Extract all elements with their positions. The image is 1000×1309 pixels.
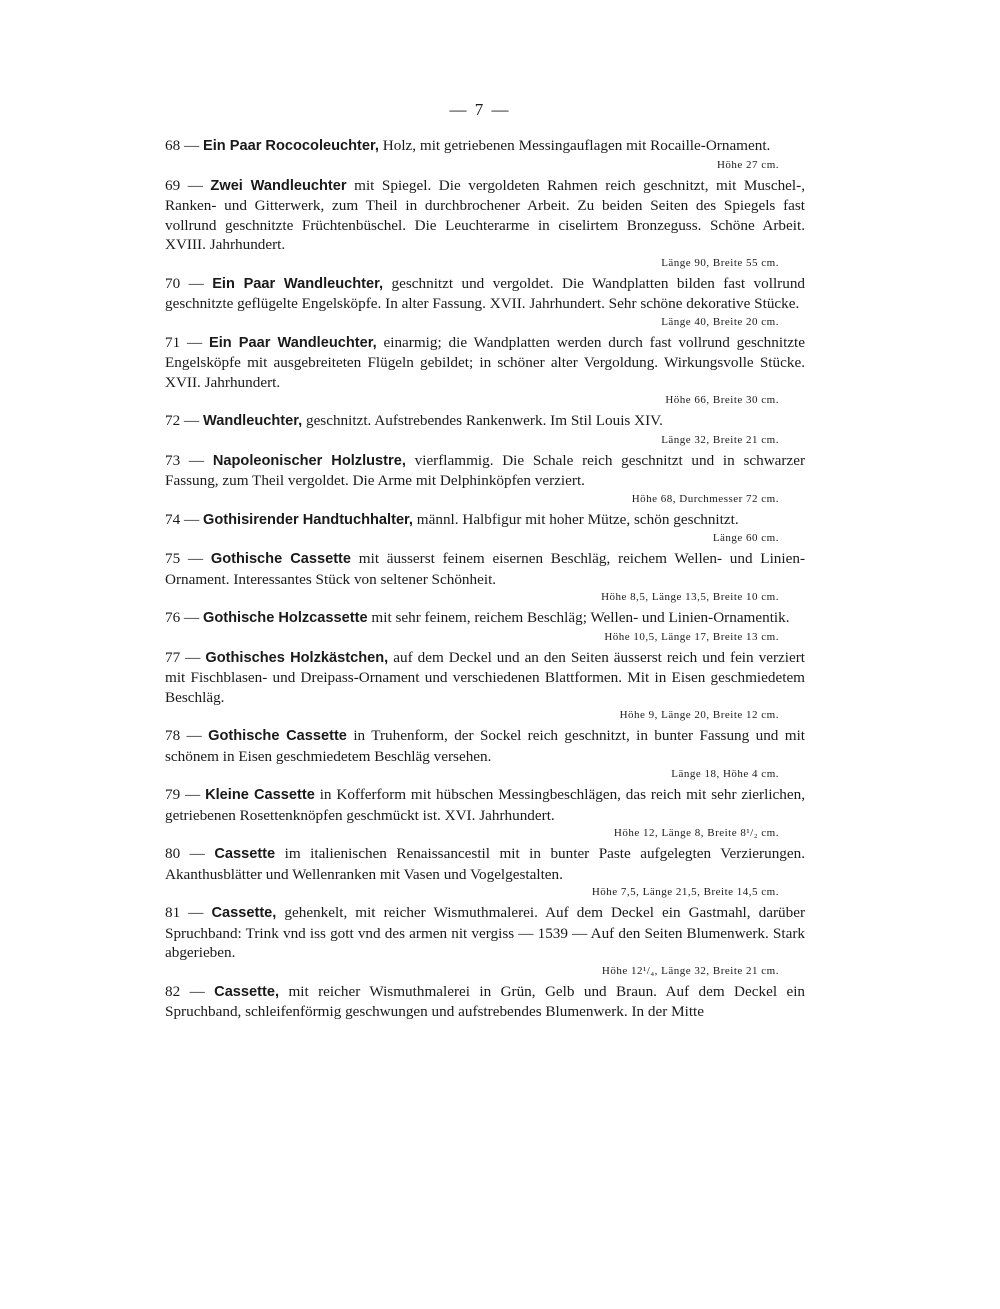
catalog-entry: 82 — Cassette, mit reicher Wismuthmalerei in Grün, Gelb und Braun. Auf dem Deckel ein Spruchband, schleifenförmig geschwungen und aufstrebendes Blumenwerk. In der Mitte bbox=[165, 982, 806, 1020]
entry-description: geschnitzt. Aufstrebendes Rankenwerk. Im Stil Louis XIV. bbox=[305, 412, 663, 429]
entry-number: 72 bbox=[165, 412, 181, 429]
entry-title: Wandleuchter, bbox=[202, 413, 303, 429]
entry-number: 81 bbox=[165, 904, 181, 921]
entry-number: 78 bbox=[165, 727, 181, 744]
entry-title: Gothisches Holzkästchen, bbox=[205, 649, 389, 666]
entry-number: 79 bbox=[165, 786, 181, 803]
catalog-entry: 74 — Gothisirender Handtuchhalter, männl. Halbfigur mit hoher Mütze, schön geschnitzt. Länge 60 cm. bbox=[165, 510, 805, 547]
catalog-entry: 81 — Cassette, gehenkelt, mit reicher Wismuthmalerei. Auf dem Deckel ein Gastmahl, darüber Spruchband: Trink vnd iss gott vnd des armen nit vergiss — 1539 — Auf den Seiten Blumenwerk. Stark abgerieben. Höhe 12¹/₄, Länge 32, Breite 21 cm. bbox=[165, 904, 805, 977]
entry-title: Cassette bbox=[214, 846, 276, 862]
catalog-entry: 68 — Ein Paar Rococoleuchter, Holz, mit getriebenen Messingauflagen mit Rocaille-Ornament. Höhe 27 cm. bbox=[165, 136, 805, 173]
entry-title: Kleine Cassette bbox=[205, 787, 315, 803]
entry-title: Ein Paar Wandleuchter, bbox=[209, 334, 377, 351]
catalog-entry: 75 — Gothische Cassette mit äusserst feinem eisernen Beschläg, reichem Wellen- und Linien-Ornament. Interessantes Stück von seltener Schönheit. Höhe 8,5, Länge 13,5, Breite 10 cm. bbox=[165, 550, 806, 603]
entry-description: Holz, mit getriebenen Messingauflagen mit Rocaille-Ornament. bbox=[382, 137, 771, 154]
entry-title: Cassette, bbox=[214, 983, 280, 1000]
entry-dimensions: Höhe 9, Länge 20, Breite 12 cm. bbox=[619, 709, 779, 721]
entry-number: 74 bbox=[165, 510, 181, 528]
entry-description: mit äusserst feinem eisernen Beschläg, reichem Wellen- und Linien-Ornament. Interessantes Stück von seltener Schönheit. bbox=[165, 550, 806, 588]
catalog-entry: 77 — Gothisches Holzkästchen, auf dem Deckel und an den Seiten äusserst reich und fein verziert mit Fischblasen- und Dreipass-Ornament und verschiedenen Blattformen. Mit in Eisen geschmiedetem Beschläg. Höhe 9, Länge 20, Breite 12 cm. bbox=[165, 648, 805, 721]
entry-title: Ein Paar Rococoleuchter, bbox=[202, 138, 379, 154]
entry-description: einarmig; die Wandplatten werden durch fast vollrund geschnitzte Engelsköpfe mit ausgebreiteten Flügeln gebildet; in schöner alter Vergoldung. Wirkungsvolle Stücke. XVII. Jahrhundert. bbox=[165, 333, 805, 391]
catalog-entry: 76 — Gothische Holzcassette mit sehr feinem, reichem Beschläg; Wellen- und Linien-Ornamentik. Höhe 10,5, Länge 17, Breite 13 cm. bbox=[165, 608, 805, 645]
entry-dimensions: Länge 90, Breite 55 cm. bbox=[661, 256, 779, 269]
entry-dimensions: Höhe 68, Durchmesser 72 cm. bbox=[631, 492, 779, 505]
entry-description: auf dem Deckel und an den Seiten äusserst reich und fein verziert mit Fischblasen- und Dreipass-Ornament und verschiedenen Blattformen. Mit in Eisen geschmiedetem Beschläg. bbox=[165, 648, 805, 706]
catalog-entry: 71 — Ein Paar Wandleuchter, einarmig; die Wandplatten werden durch fast vollrund geschnitzte Engelsköpfe mit ausgebreiteten Flügeln gebildet; in schöner alter Vergoldung. Wirkungsvolle Stücke. XVII. Jahrhundert. Höhe 66, Breite 30 cm. bbox=[165, 333, 805, 406]
entry-title: Gothische Cassette bbox=[208, 728, 347, 744]
entry-number: 82 bbox=[165, 982, 181, 1000]
entry-title: Napoleonischer Holzlustre, bbox=[212, 452, 406, 469]
entry-dimensions: Länge 60 cm. bbox=[712, 532, 779, 544]
catalog-entry: 78 — Gothische Cassette in Truhenform, der Sockel reich geschnitzt, in bunter Fassung und mit schönem in Eisen geschmiedetem Beschläg versehen. Länge 18, Höhe 4 cm. bbox=[165, 727, 806, 780]
entry-title: Gothische Holzcassette bbox=[202, 610, 368, 626]
entry-number: 73 bbox=[165, 451, 181, 469]
entry-title: Cassette, bbox=[211, 905, 277, 921]
catalog-entry: 70 — Ein Paar Wandleuchter, geschnitzt und vergoldet. Die Wandplatten bilden fast vollrund geschnitzte geflügelte Engelsköpfe. In alter Fassung. XVII. Jahrhundert. Sehr schöne dekorative Stücke. Länge 40, Breite 20 cm. bbox=[165, 274, 806, 328]
entry-number: 68 bbox=[165, 137, 181, 154]
entry-number: 69 bbox=[165, 176, 181, 194]
entry-number: 80 bbox=[165, 845, 181, 862]
entry-description: vierflammig. Die Schale reich geschnitzt und in schwarzer Fassung, zum Theil vergoldet. Die Arme mit Delphinköpfen verziert. bbox=[165, 451, 806, 489]
entry-number: 76 bbox=[165, 609, 181, 626]
entry-description: im italienischen Renaissancestil mit in bunter Paste aufgelegten Verzierungen. Akanthusblätter und Wellenranken mit Vasen und Vogelgestalten. bbox=[165, 845, 806, 883]
page-number: — 7 — bbox=[449, 100, 511, 119]
entry-title: Gothische Cassette bbox=[210, 551, 352, 567]
entry-dimensions: Höhe 10,5, Länge 17, Breite 13 cm. bbox=[604, 630, 779, 643]
entry-description: männl. Halbfigur mit hoher Mütze, schön geschnitzt. bbox=[416, 510, 739, 528]
entry-dimensions: Höhe 66, Breite 30 cm. bbox=[665, 394, 779, 406]
entry-number: 75 bbox=[165, 550, 181, 567]
catalog-entry: 69 — Zwei Wandleuchter mit Spiegel. Die vergoldeten Rahmen reich geschnitzt, mit Muschel-, Ranken- und Gitterwerk, zum Theil in durchbrochener Arbeit. Zu beiden Seiten des Spiegels fast vollrund geschnitzte Früchtenbüschel. Die Leuchterarme in ciselirtem Bronzeguss. Schöne Arbeit. XVIII. Jahrhundert. Länge 90, Breite 55 cm. bbox=[165, 176, 805, 269]
entry-description: geschnitzt und vergoldet. Die Wandplatten bilden fast vollrund geschnitzte geflügelte Engelsköpfe. In alter Fassung. XVII. Jahrhundert. Sehr schöne dekorative Stücke. bbox=[165, 274, 806, 312]
entry-dimensions: Höhe 27 cm. bbox=[716, 158, 779, 171]
entry-description: in Truhenform, der Sockel reich geschnitzt, in bunter Fassung und mit schönem in Eisen geschmiedetem Beschläg versehen. bbox=[165, 727, 806, 765]
entry-description: mit sehr feinem, reichem Beschläg; Wellen- und Linien-Ornamentik. bbox=[371, 609, 790, 626]
entry-title: Ein Paar Wandleuchter, bbox=[212, 275, 384, 292]
entry-title: Gothisirender Handtuchhalter, bbox=[202, 511, 413, 528]
entry-description: gehenkelt, mit reicher Wismuthmalerei. Auf dem Deckel ein Gastmahl, darüber Spruchband: Trink vnd iss gott vnd des armen nit vergiss — 1539 — Auf den Seiten Blumenwerk. Stark abgerieben. bbox=[165, 904, 805, 961]
catalog-entry: 73 — Napoleonischer Holzlustre, vierflammig. Die Schale reich geschnitzt und in schwarzer Fassung, zum Theil vergoldet. Die Arme mit Delphinköpfen verziert. Höhe 68, Durchmesser 72 cm. bbox=[165, 451, 806, 505]
entry-dimensions: Höhe 12, Länge 8, Breite 8¹/₂ cm. bbox=[613, 827, 779, 839]
entry-number: 70 bbox=[165, 274, 181, 292]
entry-description: mit Spiegel. Die vergoldeten Rahmen reich geschnitzt, mit Muschel-, Ranken- und Gitterwerk, zum Theil in durchbrochener Arbeit. Zu beiden Seiten des Spiegels fast vollrund geschnitzte Früchtenbüschel. Die Leuchterarme in ciselirtem Bronzeguss. Schöne Arbeit. XVIII. Jahrhundert. bbox=[165, 176, 805, 253]
entry-description: in Kofferform mit hübschen Messingbeschlägen, das reich mit sehr zierlichen, getriebenen Rosettenknöpfen geschmückt ist. XVI. Jahrhundert. bbox=[165, 786, 806, 824]
catalog-entry: 79 — Kleine Cassette in Kofferform mit hübschen Messingbeschlägen, das reich mit sehr zierlichen, getriebenen Rosettenknöpfen geschmückt ist. XVI. Jahrhundert. Höhe 12, Länge 8, Breite 8¹/₂ cm. bbox=[165, 786, 806, 839]
catalog-entries bbox=[165, 136, 805, 1025]
catalog-entry: 72 — Wandleuchter, geschnitzt. Aufstrebendes Rankenwerk. Im Stil Louis XIV. Länge 32, Breite 21 cm. bbox=[165, 411, 805, 448]
catalog-entry: 80 — Cassette im italienischen Renaissancestil mit in bunter Paste aufgelegten Verzierungen. Akanthusblätter und Wellenranken mit Vasen und Vogelgestalten. Höhe 7,5, Länge 21,5, Breite 14,5 cm. bbox=[165, 845, 806, 898]
entry-dimensions: Höhe 12¹/₄, Länge 32, Breite 21 cm. bbox=[601, 964, 779, 977]
entry-dimensions: Länge 32, Breite 21 cm. bbox=[661, 433, 779, 446]
entry-title: Zwei Wandleuchter bbox=[210, 177, 347, 194]
entry-number: 77 bbox=[165, 648, 181, 666]
entry-dimensions: Höhe 7,5, Länge 21,5, Breite 14,5 cm. bbox=[591, 886, 779, 898]
entry-number: 71 bbox=[165, 333, 181, 351]
entry-dimensions: Länge 18, Höhe 4 cm. bbox=[671, 768, 779, 780]
entry-dimensions: Höhe 8,5, Länge 13,5, Breite 10 cm. bbox=[601, 591, 779, 603]
entry-description: mit reicher Wismuthmalerei in Grün, Gelb und Braun. Auf dem Deckel ein Spruchband, schleifenförmig geschwungen und aufstrebendes Blumenwerk. In der Mitte bbox=[165, 982, 806, 1020]
entry-dimensions: Länge 40, Breite 20 cm. bbox=[661, 315, 779, 328]
